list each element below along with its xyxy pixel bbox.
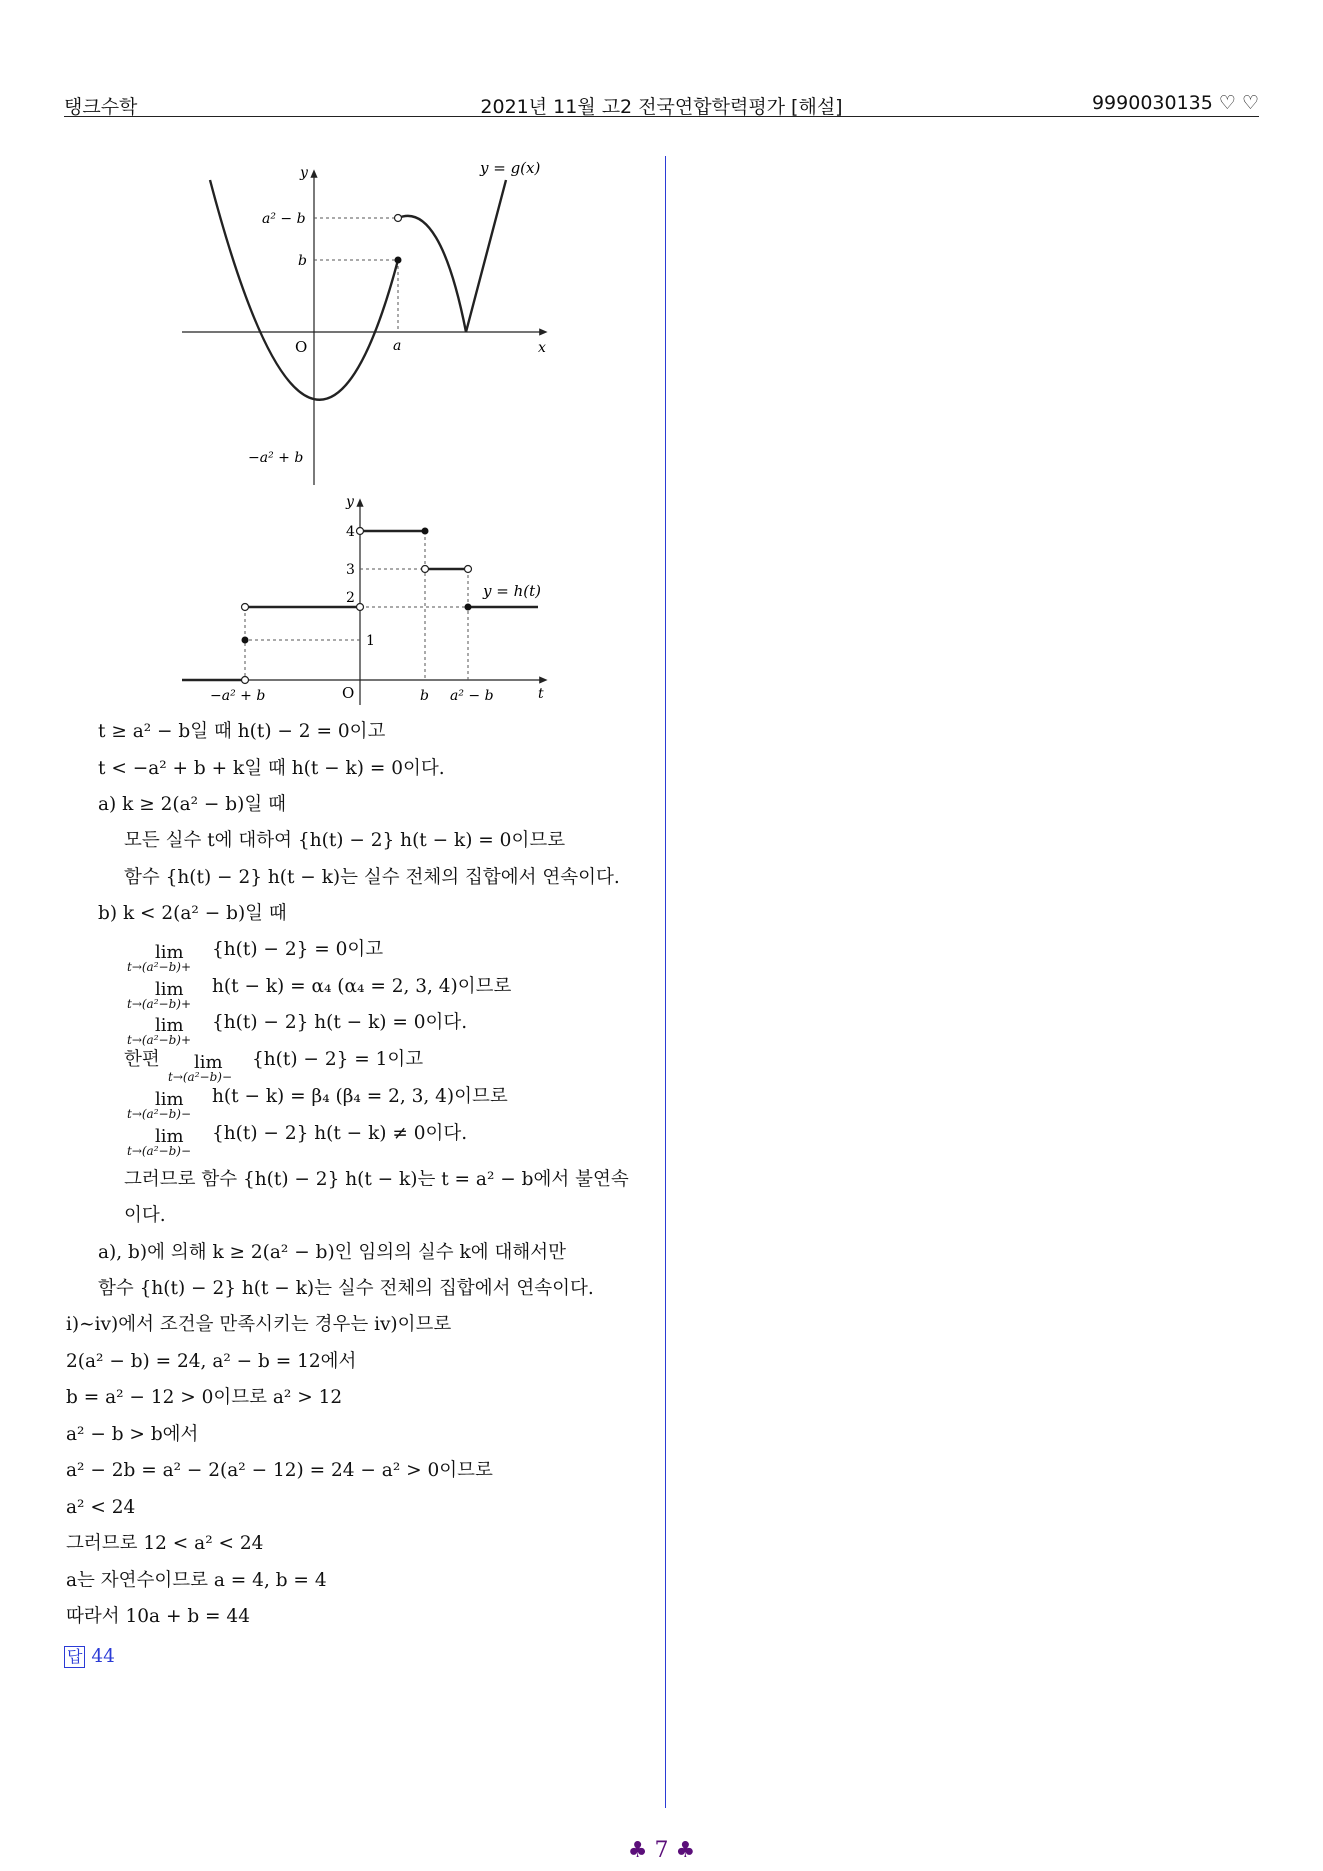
g-label-min: −a² + b xyxy=(248,450,304,466)
text-line: 이다. xyxy=(124,1205,166,1226)
answer-value: 44 xyxy=(91,1646,115,1667)
g-label-a2b: a² − b xyxy=(262,211,306,227)
g-label-b: b xyxy=(298,253,307,269)
text-line: {h(t) − 2} = 0이고 xyxy=(212,939,384,960)
graph-h xyxy=(170,490,560,710)
text-line: 그러므로 함수 {h(t) − 2} h(t − k)는 t = a² − b에서 불연속 xyxy=(124,1169,629,1190)
text-line: a는 자연수이므로 a = 4, b = 4 xyxy=(66,1570,327,1591)
header-title: 2021년 11월 고2 전국연합학력평가 [해설] xyxy=(480,96,843,118)
text-line: ⅰ)∼ⅳ)에서 조건을 만족시키는 경우는 ⅳ)이므로 xyxy=(66,1314,452,1335)
text-line: a² < 24 xyxy=(66,1497,136,1518)
text-line: {h(t) − 2} h(t − k) ≠ 0이다. xyxy=(212,1123,468,1144)
text-line: a² − b > b에서 xyxy=(66,1424,199,1445)
text-line: h(t − k) = β₄ (β₄ = 2, 3, 4)이므로 xyxy=(212,1086,508,1107)
g-curve-label: y = g(x) xyxy=(480,159,541,177)
h-tick-3: 3 xyxy=(346,562,355,578)
g-label-a: a xyxy=(393,338,402,354)
header-right: 9990030135 ♡ ♡ xyxy=(1091,92,1259,114)
limit-expr: lim t→(a²−b)− xyxy=(127,1089,191,1121)
limit-expr: lim t→(a²−b)+ xyxy=(127,942,191,974)
answer-line xyxy=(64,1645,115,1669)
text-line: a² − 2b = a² − 2(a² − 12) = 24 − a² > 0이므로 xyxy=(66,1460,493,1481)
page-footer: ♣ 7 ♣ xyxy=(627,1838,696,1863)
limit-expr: lim t→(a²−b)+ xyxy=(127,979,191,1011)
g-x-axis-label: x xyxy=(538,340,546,356)
limit-expr: lim t→(a²−b)− xyxy=(168,1052,232,1084)
g-y-axis-label: y xyxy=(300,165,308,181)
column-divider xyxy=(665,156,666,1808)
text-line: 모든 실수 t에 대하여 {h(t) − 2} h(t − k) = 0이므로 xyxy=(124,830,566,851)
text-line: 따라서 10a + b = 44 xyxy=(66,1606,250,1627)
text-line: 2(a² − b) = 24, a² − b = 12에서 xyxy=(66,1351,357,1372)
text-line: t < −a² + b + k일 때 h(t − k) = 0이다. xyxy=(98,758,445,779)
h-tick-4: 4 xyxy=(346,524,355,540)
text-line: t ≥ a² − b일 때 h(t) − 2 = 0이고 xyxy=(98,721,386,742)
h-tick-2: 2 xyxy=(346,590,355,606)
limit-expr: lim t→(a²−b)+ xyxy=(127,1015,191,1047)
h-label-left: −a² + b xyxy=(210,688,266,704)
h-curve-label: y = h(t) xyxy=(483,582,541,600)
text-line: 그러므로 12 < a² < 24 xyxy=(66,1533,264,1554)
text-line: a) k ≥ 2(a² − b)일 때 xyxy=(98,794,286,815)
text-line: h(t − k) = α₄ (α₄ = 2, 3, 4)이므로 xyxy=(212,976,512,997)
text-line: b) k < 2(a² − b)일 때 xyxy=(98,903,287,924)
text-line: {h(t) − 2} h(t − k) = 0이다. xyxy=(212,1012,468,1033)
h-label-a2b: a² − b xyxy=(450,688,494,704)
text-line: 함수 {h(t) − 2} h(t − k)는 실수 전체의 집합에서 연속이다. xyxy=(98,1278,594,1299)
h-label-b: b xyxy=(420,688,429,704)
answer-label: 답 xyxy=(64,1646,85,1668)
h-t-axis-label: t xyxy=(538,686,544,702)
g-origin-label: O xyxy=(295,338,308,356)
text-line: 한편 xyxy=(124,1049,160,1070)
h-origin-label: O xyxy=(342,684,355,702)
header-rule xyxy=(64,116,1259,117)
text-line: {h(t) − 2} = 1이고 xyxy=(252,1049,424,1070)
text-line: a), b)에 의해 k ≥ 2(a² − b)인 임의의 실수 k에 대해서만 xyxy=(98,1242,566,1263)
header-left: 탱크수학 xyxy=(64,96,138,118)
limit-expr: lim t→(a²−b)− xyxy=(127,1126,191,1158)
h-tick-1: 1 xyxy=(366,633,375,649)
text-line: 함수 {h(t) − 2} h(t − k)는 실수 전체의 집합에서 연속이다. xyxy=(124,867,620,888)
graph-g xyxy=(170,155,560,490)
h-y-axis-label: y xyxy=(346,494,354,510)
text-line: b = a² − 12 > 0이므로 a² > 12 xyxy=(66,1387,343,1408)
